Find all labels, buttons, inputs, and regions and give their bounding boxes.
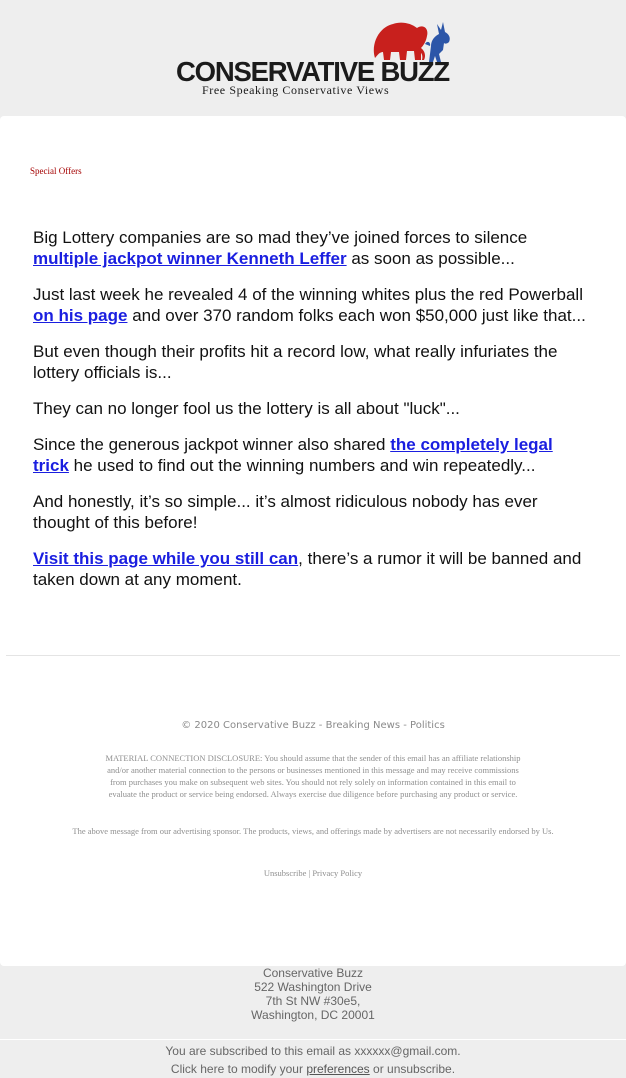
paragraph-1 xyxy=(33,227,593,269)
p5-text-end: he used to find out the winning numbers and win repeatedly... xyxy=(68,456,536,475)
p5-text: Since the generous jackpot winner also shared xyxy=(33,435,391,454)
sender-address xyxy=(0,966,626,1022)
paragraph-6: And honestly, it’s so simple... it’s almost ridiculous nobody has ever thought of this before! xyxy=(33,492,538,532)
p2-text-end: and over 370 random folks each won $50,000 just like that... xyxy=(127,306,586,325)
unsubscribe-text: or unsubscribe. xyxy=(369,1062,456,1076)
footer-links xyxy=(0,868,626,878)
address-line-2: 7th St NW #30e5, xyxy=(265,994,361,1008)
paragraph-4: They can no longer fool us the lottery is all about "luck"... xyxy=(33,399,460,418)
email-card xyxy=(0,116,626,966)
jackpot-winner-link[interactable]: multiple jackpot winner Kenneth Leffer xyxy=(33,249,347,268)
message-body xyxy=(33,227,593,605)
p7-text: , there’s a rumor it will be banned and taken down at any moment. xyxy=(33,549,582,589)
visit-page-link[interactable]: Visit this page while you still can xyxy=(33,549,299,568)
paragraph-3: But even though their profits hit a record low, what really infuriates the lottery officials is... xyxy=(33,342,558,382)
address-name: Conservative Buzz xyxy=(262,966,364,980)
subscribed-email-text: You are subscribed to this email as xxxxxx@gmail.com. xyxy=(165,1044,461,1058)
logo-wordmark: CONSERVATIVE BUZZ xyxy=(176,56,449,87)
p2-text: Just last week he revealed 4 of the winning whites plus the red Powerball xyxy=(33,285,583,304)
special-offers-label: Special Offers xyxy=(30,166,82,176)
paragraph-2 xyxy=(33,284,593,326)
modify-preferences-line xyxy=(0,1060,626,1078)
subscription-notice xyxy=(0,1042,626,1078)
footer-divider xyxy=(0,1039,626,1040)
address-line-1: 522 Washington Drive xyxy=(254,980,372,994)
unsubscribe-link[interactable]: Unsubscribe xyxy=(263,868,307,878)
his-page-link[interactable]: on his page xyxy=(33,306,128,325)
content-divider xyxy=(6,655,620,656)
logo-tagline: Free Speaking Conservative Views xyxy=(202,83,390,97)
copyright-text: © 2020 Conservative Buzz - Breaking News - Politics xyxy=(181,720,445,731)
paragraph-5 xyxy=(33,434,593,476)
paragraph-7 xyxy=(33,548,593,590)
material-disclosure: MATERIAL CONNECTION DISCLOSURE: You should assume that the sender of this email has an affiliate relationship and/or another material connection to the persons or businesses mentioned in this message and may receive commissions from purchases you make on subsequent web sites. You should not rely solely on information contained in this email to evaluate the product or service being endorsed. Always exercise due diligence before purchasing any product or service. xyxy=(105,753,521,799)
p1-text-end: as soon as possible... xyxy=(346,249,515,268)
conservative-buzz-logo[interactable] xyxy=(175,18,455,98)
link-separator: | xyxy=(308,868,311,878)
preferences-link[interactable]: preferences xyxy=(306,1062,370,1076)
legal-trick-link[interactable]: the completely legal trick xyxy=(33,435,553,475)
address-line-3: Washington, DC 20001 xyxy=(251,1008,375,1022)
p1-text: Big Lottery companies are so mad they’ve joined forces to silence xyxy=(33,228,528,247)
sponsor-notice: The above message from our advertising sponsor. The products, views, and offerings made by advertisers are not necessarily endorsed by Us. xyxy=(72,826,554,836)
email-header xyxy=(0,0,626,116)
modify-text: Click here to modify your xyxy=(170,1062,307,1076)
privacy-policy-link[interactable]: Privacy Policy xyxy=(312,868,363,878)
